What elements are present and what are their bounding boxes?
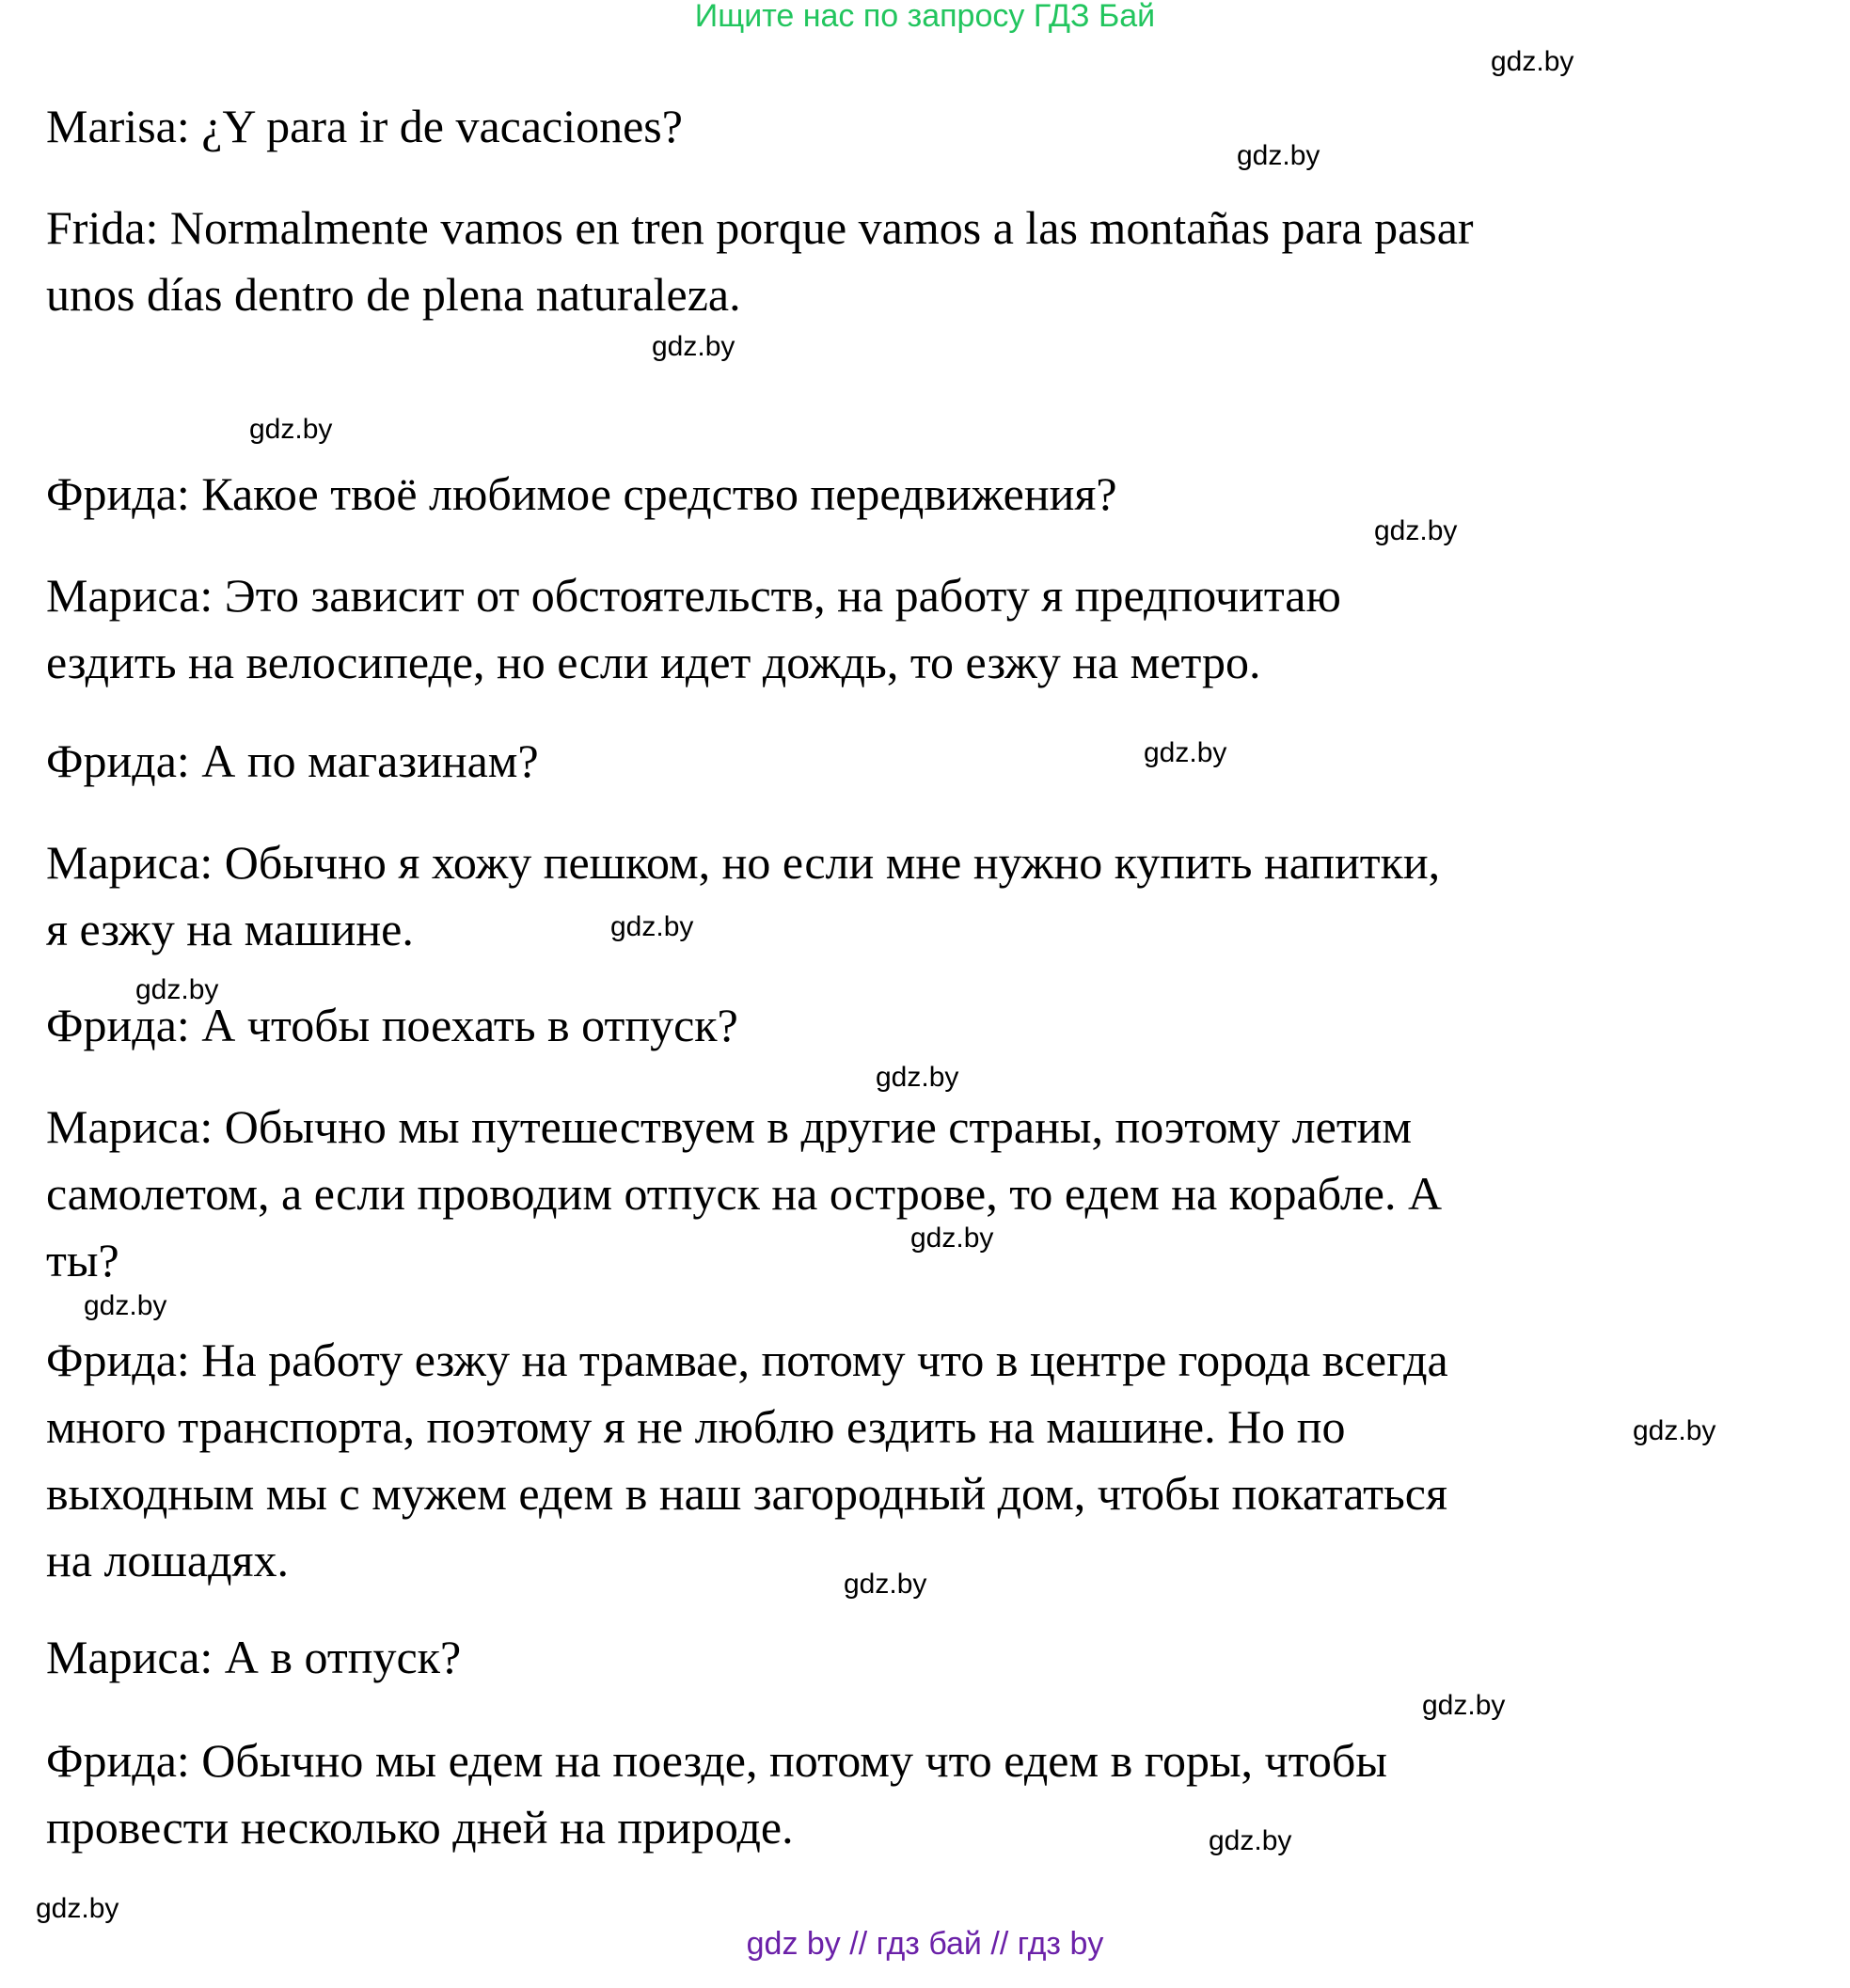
paragraph-line: на лошадях. — [46, 1534, 290, 1586]
watermark: gdz.by — [1491, 46, 1574, 77]
paragraph-9 — [46, 1327, 1448, 1594]
paragraph-10 — [46, 1624, 461, 1691]
paragraph-line: провести несколько дней на природе. — [46, 1801, 794, 1854]
paragraph-3 — [46, 461, 1117, 528]
watermark: gdz.by — [844, 1569, 927, 1600]
watermark: gdz.by — [1422, 1690, 1506, 1721]
watermark: gdz.by — [36, 1893, 119, 1924]
watermark: gdz.by — [652, 331, 735, 362]
paragraph-line: Мариса: Обычно я хожу пешком, но если мне нужно купить напитки, — [46, 836, 1441, 889]
watermark: gdz.by — [249, 414, 333, 445]
paragraph-line: Фрида: Какое твоё любимое средство передвижения? — [46, 467, 1117, 520]
paragraph-line: Фрида: На работу езжу на трамвае, потому что в центре города всегда — [46, 1333, 1448, 1386]
watermark: gdz.by — [610, 911, 694, 942]
paragraph-line: Мариса: Обычно мы путешествуем в другие страны, поэтому летим — [46, 1100, 1413, 1153]
watermark: gdz.by — [1633, 1415, 1716, 1446]
paragraph-8 — [46, 1094, 1442, 1294]
watermark: gdz.by — [1144, 737, 1227, 768]
paragraph-line: unos días dentro de plena naturaleza. — [46, 268, 741, 321]
watermark: gdz.by — [876, 1062, 959, 1093]
paragraph-line: самолетом, а если проводим отпуск на острове, то едем на корабле. А — [46, 1167, 1443, 1220]
paragraph-6 — [46, 829, 1440, 963]
paragraph-line: Frida: Normalmente vamos en tren porque vamos a las montañas para pasar — [46, 201, 1474, 254]
paragraph-line: Marisa: ¿Y para ir de vacaciones? — [46, 100, 683, 152]
watermark: gdz.by — [910, 1223, 994, 1254]
watermark: gdz.by — [1374, 515, 1458, 546]
watermark: gdz.by — [1237, 140, 1320, 171]
paragraph-line: много транспорта, поэтому я не люблю ездить на машине. Но по — [46, 1400, 1346, 1453]
watermark: gdz.by — [1209, 1825, 1292, 1856]
watermark: gdz.by — [135, 974, 219, 1005]
paragraph-4 — [46, 562, 1341, 696]
paragraph-line: я езжу на машине. — [46, 903, 414, 955]
paragraph-5 — [46, 728, 539, 795]
header-note: Ищите нас по запросу ГДЗ Бай — [694, 0, 1156, 34]
footer-links: gdz by // гдз бай // гдз by — [746, 1926, 1104, 1962]
paragraph-2 — [46, 195, 1474, 328]
paragraph-line: ездить на велосипеде, но если идет дождь, то езжу на метро. — [46, 636, 1261, 688]
paragraph-line: Фрида: А чтобы поехать в отпуск? — [46, 999, 738, 1051]
watermark: gdz.by — [84, 1290, 167, 1321]
paragraph-11 — [46, 1728, 1387, 1861]
paragraph-line: Мариса: А в отпуск? — [46, 1631, 462, 1683]
paragraph-line: Мариса: Это зависит от обстоятельств, на работу я предпочитаю — [46, 569, 1341, 622]
paragraph-1 — [46, 93, 683, 160]
paragraph-line: Фрида: Обычно мы едем на поезде, потому что едем в горы, чтобы — [46, 1734, 1387, 1787]
paragraph-line: ты? — [46, 1234, 119, 1286]
paragraph-line: выходным мы с мужем едем в наш загородный дом, чтобы покататься — [46, 1467, 1447, 1520]
paragraph-line: Фрида: А по магазинам? — [46, 734, 539, 787]
